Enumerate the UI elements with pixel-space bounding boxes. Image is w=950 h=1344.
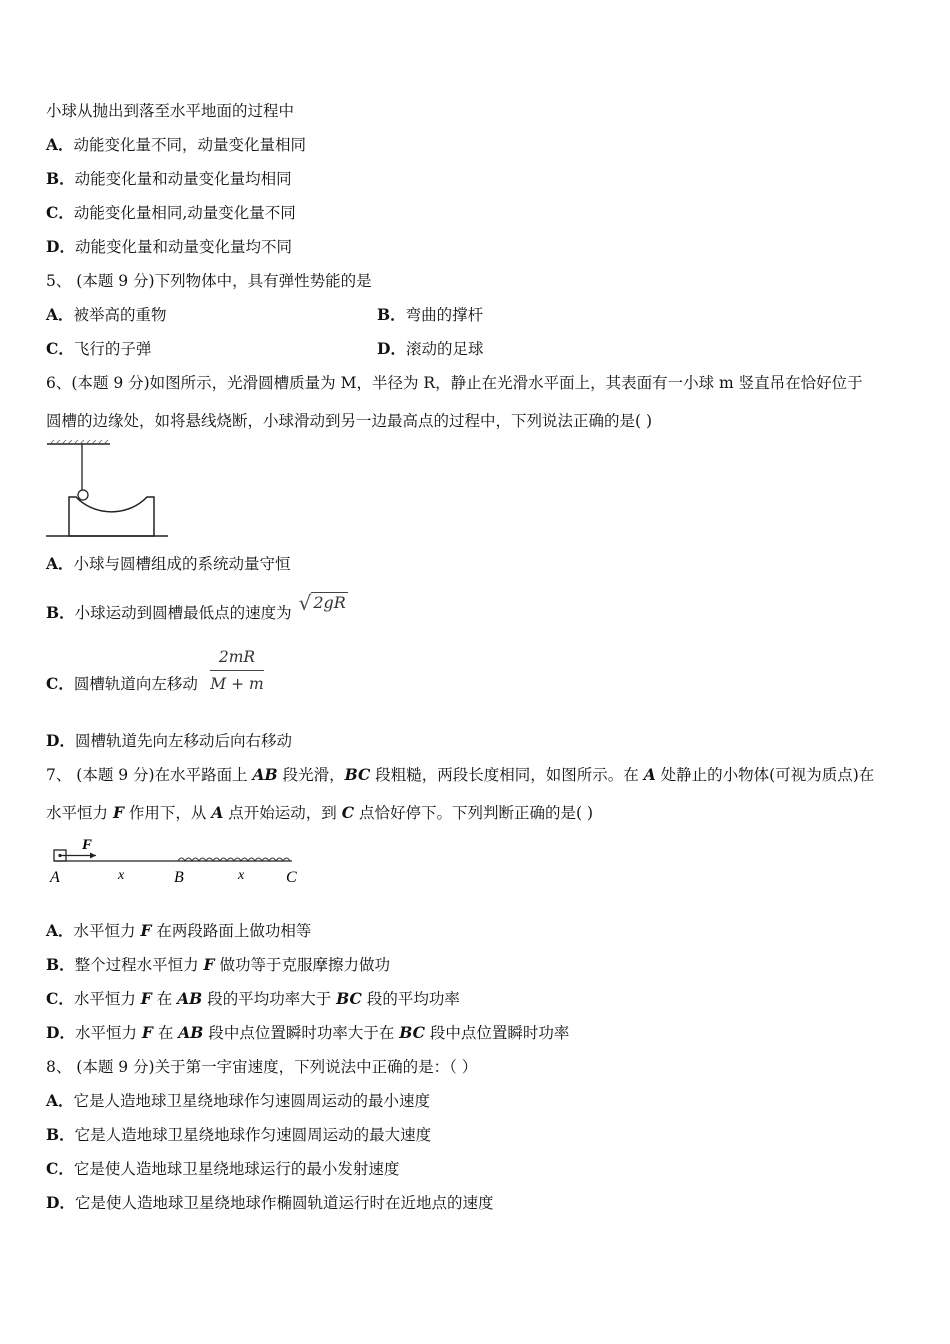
text-run: 处静止的小物体(可视为质点)在 [655, 766, 875, 784]
point-b-label: B [174, 869, 184, 886]
option-label: B． [46, 1125, 75, 1144]
fraction [210, 646, 264, 695]
q5-row-cd [46, 338, 906, 360]
point-c-label: C [286, 869, 297, 886]
var-ab: AB [177, 989, 203, 1008]
q5-header: 5、 (本题 9 分)下列物体中，具有弹性势能的是 [46, 272, 372, 290]
text-run: 7、 (本题 9 分)在水平路面上 [46, 766, 253, 784]
option-label: D． [46, 731, 75, 750]
q6-stem-line2: 圆槽的边缘处，如将悬线烧断，小球滑动到另一边最高点的过程中，下列说法正确的是( ) [46, 412, 653, 430]
text-run: 段的平均功率大于 [202, 990, 337, 1008]
distance-x1-label: x [118, 868, 125, 883]
q7-stem-line1 [46, 764, 874, 786]
option-label: D． [46, 237, 75, 256]
q4-option-d [46, 236, 292, 258]
q6-option-a [46, 553, 291, 575]
q6-option-b [46, 591, 348, 624]
option-text: 圆槽轨道向左移动 [73, 675, 198, 693]
q5-option-c [46, 340, 151, 358]
option-text: 小球运动到圆槽最低点的速度为 [74, 604, 292, 622]
option-text: 飞行的子弹 [73, 340, 152, 358]
var-ab: AB [252, 765, 278, 784]
var-f: F [140, 989, 152, 1008]
option-text: 它是使人造地球卫星绕地球运行的最小发射速度 [73, 1160, 400, 1178]
q5-row-ab [46, 304, 906, 326]
option-label: A． [46, 305, 74, 324]
option-text: 动能变化量不同，动量变化量相同 [73, 136, 307, 154]
fraction-bar [210, 670, 264, 671]
option-label: A． [46, 921, 74, 940]
q4-stem: 小球从抛出到落至水平地面的过程中 [46, 102, 295, 120]
fraction-numerator: 2mR [218, 648, 256, 666]
option-text: 它是使人造地球卫星绕地球作椭圆轨道运行时在近地点的速度 [74, 1194, 494, 1212]
option-label: D． [46, 1023, 75, 1042]
var-bc: BC [344, 765, 371, 784]
option-label: B． [377, 305, 406, 324]
q7-road-figure [46, 834, 306, 890]
option-text: 它是人造地球卫星绕地球作匀速圆周运动的最小速度 [73, 1092, 431, 1110]
force-arrow-head [90, 853, 96, 859]
q8-option-d [46, 1192, 493, 1214]
var-a: A [211, 803, 224, 822]
option-label: C． [46, 989, 74, 1008]
q6-groove-figure [44, 440, 174, 540]
var-ab: AB [178, 1023, 204, 1042]
option-text: 它是人造地球卫星绕地球作匀速圆周运动的最大速度 [74, 1126, 432, 1144]
q5-option-b [377, 304, 483, 326]
distance-x2-label: x [238, 868, 245, 883]
radicand: 2gR [313, 593, 346, 612]
text-run: 段粗糙，两段长度相同，如图所示。在 [370, 766, 644, 784]
var-a: A [643, 765, 656, 784]
text-run: 整个过程水平恒力 [74, 956, 204, 974]
q4-option-c [46, 202, 296, 224]
option-label: B． [46, 169, 75, 188]
q8-option-c [46, 1158, 399, 1180]
option-text: 圆槽轨道先向左移动后向右移动 [74, 732, 292, 750]
option-text: 小球与圆槽组成的系统动量守恒 [73, 555, 291, 573]
option-text: 动能变化量相同,动量变化量不同 [73, 204, 296, 222]
q6-stem-line1: 6、(本题 9 分)如图所示，光滑圆槽质量为 M，半径为 R，静止在光滑水平面上，其表面有一小球 m 竖直吊在恰好位于 [46, 374, 863, 392]
q4-option-b [46, 168, 292, 190]
point-a-label: A [50, 869, 60, 886]
var-f: F [112, 803, 124, 822]
text-run: 段光滑， [277, 766, 345, 784]
option-label: C． [46, 203, 74, 222]
q8-header: 8、 (本题 9 分)关于第一宇宙速度，下列说法中正确的是：（ ） [46, 1058, 478, 1076]
text-run: 点恰好停下。下列判断正确的是( ) [354, 804, 593, 822]
q5-option-d [377, 338, 483, 360]
var-f: F [203, 955, 215, 974]
q7-stem-line2 [46, 802, 593, 824]
option-text: 被举高的重物 [73, 306, 167, 324]
option-label: D． [46, 1193, 75, 1212]
q6-option-d [46, 730, 292, 752]
option-text: 弯曲的撑杆 [405, 306, 484, 324]
text-run: 水平恒力 [46, 804, 113, 822]
ball [78, 490, 88, 500]
text-run: 水平恒力 [73, 990, 141, 1008]
text-run: 段中点位置瞬时功率 [425, 1024, 570, 1042]
text-run: 在两段路面上做功相等 [151, 922, 312, 940]
var-f: F [140, 921, 152, 940]
option-label: C． [46, 1159, 74, 1178]
text-run: 段的平均功率 [361, 990, 460, 1008]
q4-option-a [46, 134, 306, 156]
q6-option-c [46, 673, 198, 695]
q8-option-b [46, 1124, 431, 1146]
text-run: 段中点位置瞬时功率大于在 [203, 1024, 400, 1042]
option-label: C． [46, 674, 74, 693]
text-run: 做功等于克服摩擦力做功 [214, 956, 390, 974]
q7-option-b [46, 954, 390, 976]
var-bc: BC [399, 1023, 425, 1042]
option-label: A． [46, 1091, 74, 1110]
fraction-denominator: M + m [210, 675, 264, 693]
option-label: B． [46, 603, 75, 622]
q7-option-c [46, 988, 460, 1010]
option-label: B． [46, 955, 75, 974]
option-label: C． [46, 339, 74, 358]
text-run: 水平恒力 [73, 922, 141, 940]
q7-option-a [46, 920, 311, 942]
var-f: F [141, 1023, 153, 1042]
q5-option-a [46, 306, 167, 324]
circular-groove [69, 497, 154, 536]
radical-sign: √ [298, 591, 312, 615]
sqrt-expression [299, 590, 348, 614]
text-run: 在 [152, 1024, 179, 1042]
option-text: 动能变化量和动量变化量均相同 [74, 170, 292, 188]
option-label: A． [46, 135, 74, 154]
q8-option-a [46, 1090, 430, 1112]
text-run: 点开始运动，到 [223, 804, 342, 822]
text-run: 作用下，从 [123, 804, 212, 822]
text-run: 在 [151, 990, 178, 1008]
option-text: 滚动的足球 [405, 340, 484, 358]
text-run: 水平恒力 [74, 1024, 142, 1042]
var-c: C [341, 803, 355, 822]
q7-option-d [46, 1022, 569, 1044]
option-text: 动能变化量和动量变化量均不同 [74, 238, 292, 256]
option-label: A． [46, 554, 74, 573]
option-label: D． [377, 339, 406, 358]
var-bc: BC [336, 989, 362, 1008]
force-label: F [82, 837, 93, 853]
